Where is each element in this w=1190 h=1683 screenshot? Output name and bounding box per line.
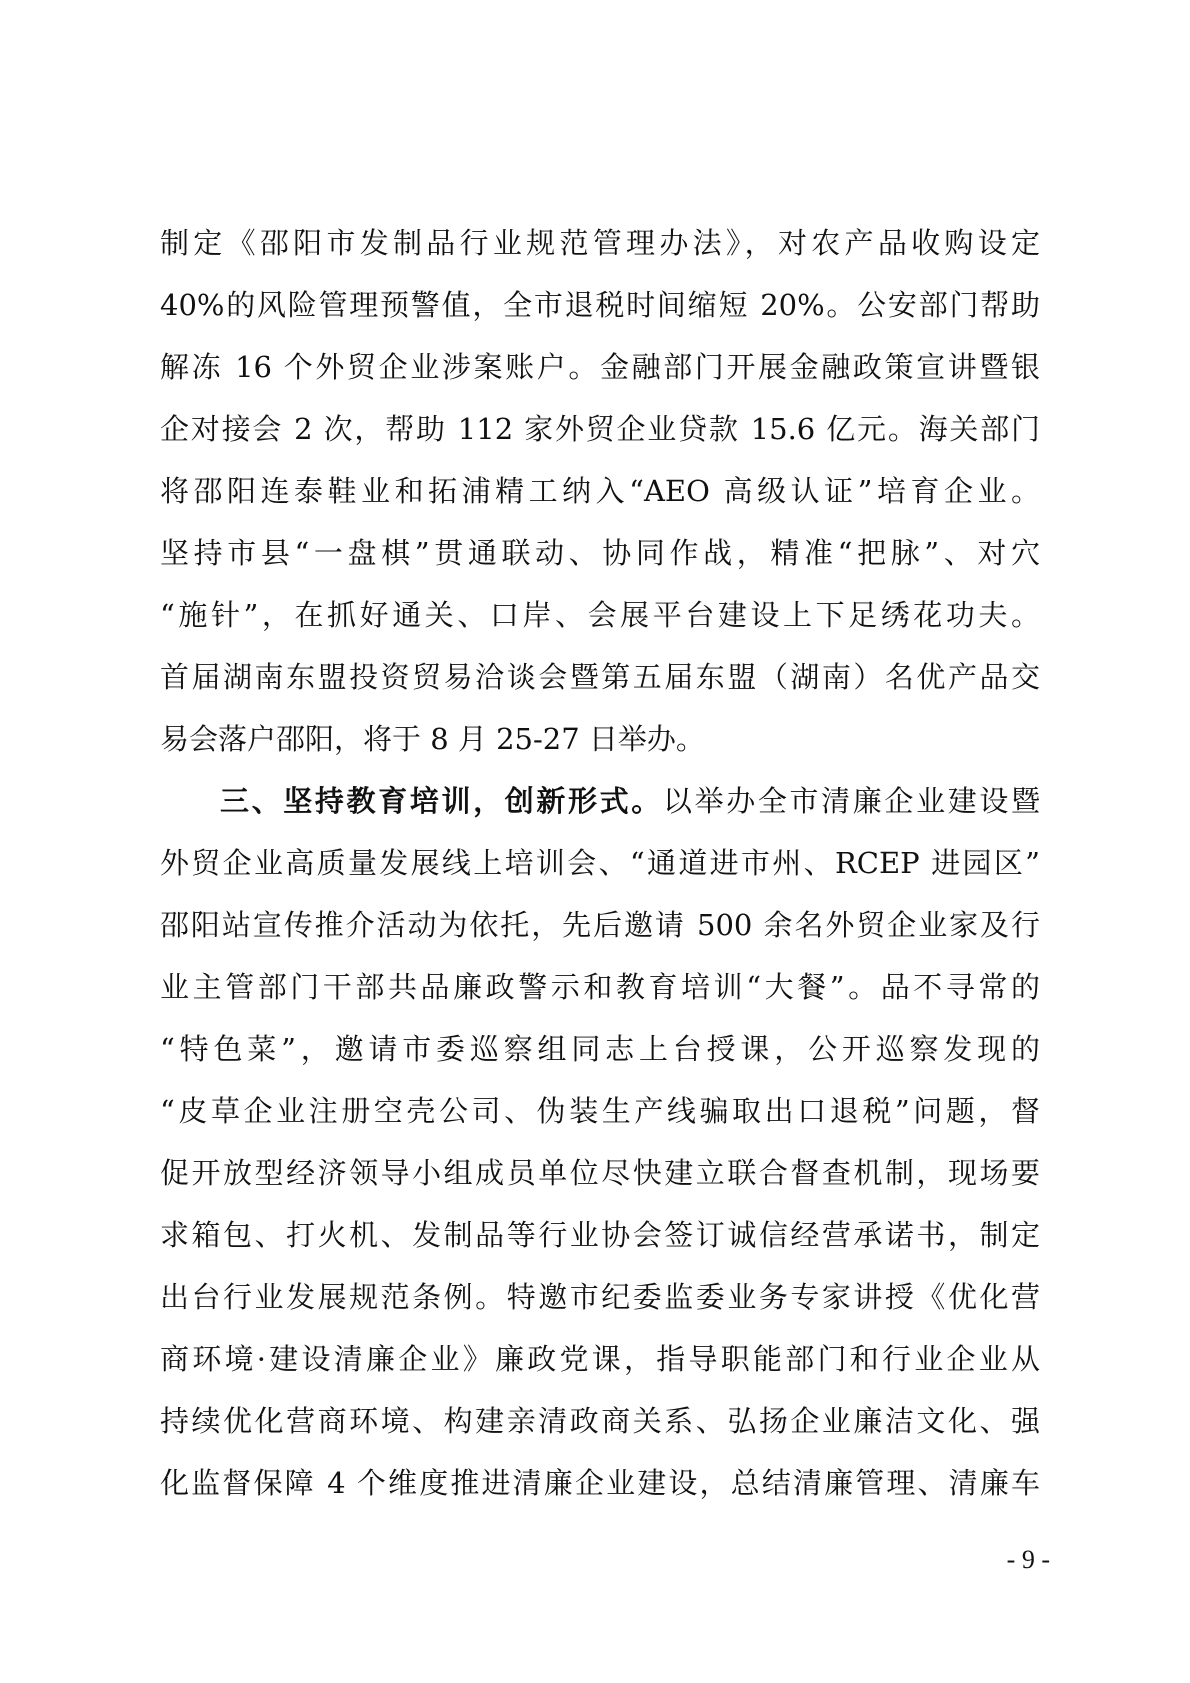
text-line: 促开放型经济领导小组成员单位尽快建立联合督查机制，现场要: [160, 1156, 1040, 1190]
body-text: [160, 212, 1040, 1514]
text-line: 持续优化营商环境、构建亲清政商关系、弘扬企业廉洁文化、强: [160, 1404, 1040, 1438]
text-line: 首届湖南东盟投资贸易洽谈会暨第五届东盟（湖南）名优产品交: [160, 660, 1040, 694]
text-line: 外贸企业高质量发展线上培训会、“通道进市州、RCEP 进园区”: [160, 846, 1040, 880]
text-line: 求箱包、打火机、发制品等行业协会签订诚信经营承诺书，制定: [160, 1218, 1040, 1252]
text-line: 化监督保障 4 个维度推进清廉企业建设，总结清廉管理、清廉车: [160, 1466, 1040, 1500]
text-line: 40%的风险管理预警值，全市退税时间缩短 20%。公安部门帮助: [160, 288, 1040, 322]
section-heading: 三、坚持教育培训，创新形式。: [220, 784, 663, 818]
text-line: 企对接会 2 次，帮助 112 家外贸企业贷款 15.6 亿元。海关部门: [160, 412, 1040, 446]
text-line: 商环境·建设清廉企业》廉政党课，指导职能部门和行业企业从: [160, 1342, 1040, 1376]
text-line: 出台行业发展规范条例。特邀市纪委监委业务专家讲授《优化营: [160, 1280, 1040, 1314]
page-number: - 9 -: [1006, 1545, 1050, 1574]
text-line: 易会落户邵阳，将于 8 月 25-27 日举办。: [160, 722, 705, 756]
text-line: 制定《邵阳市发制品行业规范管理办法》，对农产品收购设定: [160, 226, 1040, 260]
text-line: 解冻 16 个外贸企业涉案账户。金融部门开展金融政策宣讲暨银: [160, 350, 1040, 384]
text-line: 坚持市县“一盘棋”贯通联动、协同作战，精准“把脉”、对穴: [160, 536, 1040, 570]
heading-line: [160, 770, 1040, 832]
text-line: 将邵阳连泰鞋业和拓浦精工纳入“AEO 高级认证”培育企业。: [160, 474, 1040, 508]
paragraph-1: [160, 212, 1040, 770]
paragraph-2: [160, 770, 1040, 1514]
text-line: 业主管部门干部共品廉政警示和教育培训“大餐”。品不寻常的: [160, 970, 1040, 1004]
heading-line-rest: 以举办全市清廉企业建设暨: [662, 784, 1040, 818]
text-line: “施针”，在抓好通关、口岸、会展平台建设上下足绣花功夫。: [160, 598, 1040, 632]
text-line: “皮草企业注册空壳公司、伪装生产线骗取出口退税”问题，督: [160, 1094, 1040, 1128]
text-line: 邵阳站宣传推介活动为依托，先后邀请 500 余名外贸企业家及行: [160, 908, 1040, 942]
text-line: “特色菜”，邀请市委巡察组同志上台授课，公开巡察发现的: [160, 1032, 1040, 1066]
